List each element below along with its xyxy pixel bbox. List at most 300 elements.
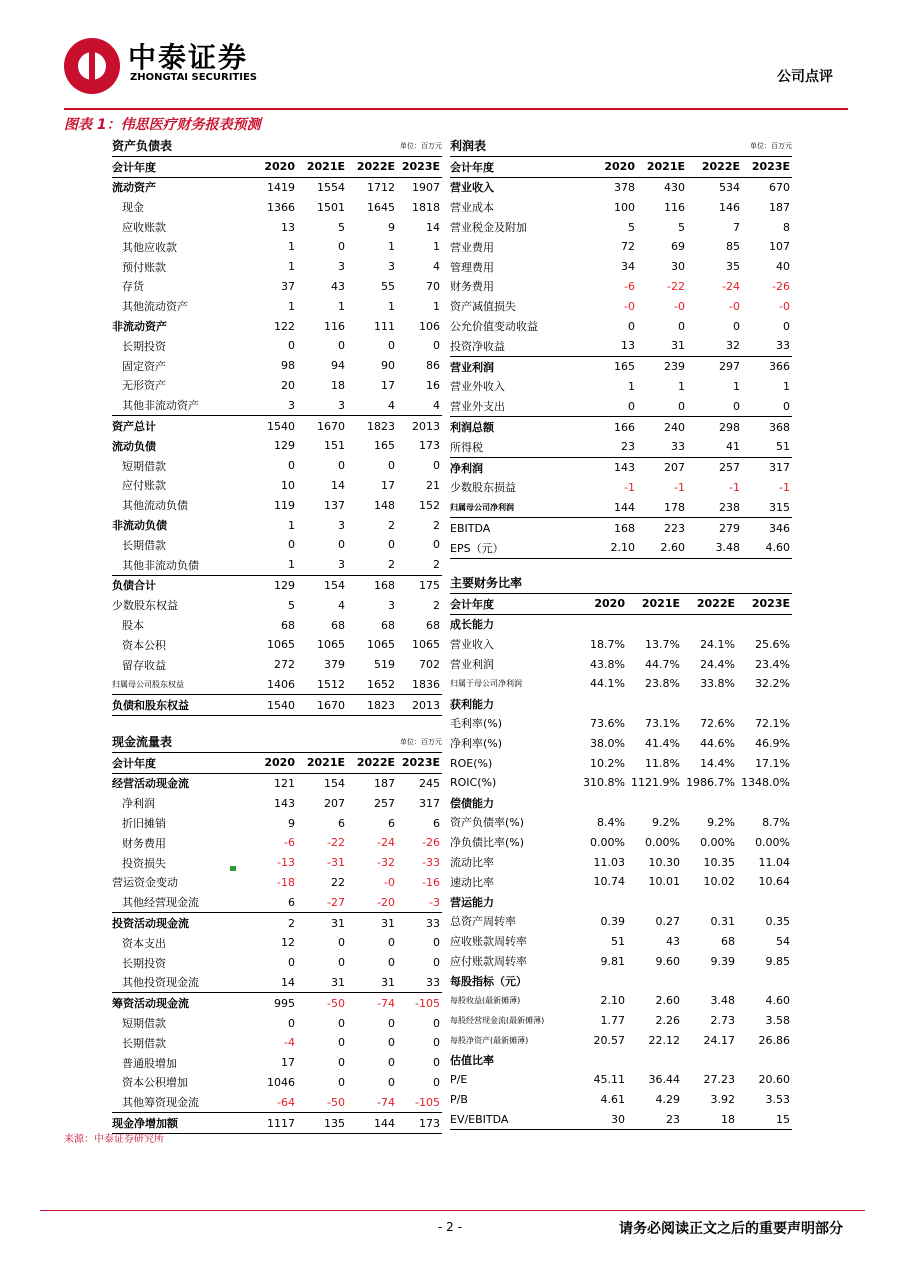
ratios-cell: 9.85: [765, 954, 791, 968]
ratios-cell: 45.11: [593, 1073, 625, 1087]
cashflow-cell: 17: [281, 1056, 295, 1070]
balance-cell: 少数股东权益: [112, 599, 178, 613]
ratios-cell: 44.1%: [590, 677, 625, 691]
balance-cell: 17: [381, 378, 396, 392]
income-cell: 34: [621, 260, 635, 274]
cashflow-cell: 143: [274, 796, 295, 810]
ratios-cell: [737, 971, 792, 991]
income-statement-table: [450, 136, 792, 559]
source-note: 来源：中泰证券研究所: [64, 1134, 164, 1145]
cashflow-cell: 31: [381, 975, 396, 989]
cashflow-row: [112, 873, 442, 893]
cashflow-header-cell: 2021E: [297, 752, 347, 773]
cashflow-cell: 0: [433, 956, 441, 970]
cashflow-cell: 0: [433, 1016, 441, 1030]
income-cell: -24: [722, 279, 741, 293]
income-row: [450, 417, 792, 437]
cashflow-cell: 187: [374, 776, 396, 790]
cashflow-cell: -20: [377, 895, 396, 909]
ratios-cell: 24.1%: [700, 637, 736, 651]
balance-cell: 1366: [267, 200, 295, 214]
income-cell: 少数股东损益: [450, 481, 516, 495]
cashflow-cell: 317: [419, 796, 441, 810]
income-cell: 营业收入: [450, 181, 494, 195]
balance-cell: 1836: [412, 677, 441, 691]
ratios-cell: 0.00%: [590, 835, 625, 849]
income-cell: 40: [776, 260, 791, 274]
income-cell: 534: [719, 180, 741, 194]
balance-cell: 2013: [397, 695, 442, 716]
ratios-row: [450, 634, 792, 654]
balance-row: [112, 257, 442, 277]
balance-row: [112, 456, 442, 476]
balance-cell: 0: [288, 538, 295, 552]
ratios-cell: 33.8%: [700, 677, 736, 691]
income-cell: 35: [726, 260, 741, 274]
cashflow-cell: 投资损失: [122, 856, 166, 870]
balance-row: [112, 356, 442, 376]
income-cell: 4.60: [742, 538, 792, 558]
page-number: - 2 -: [438, 1220, 462, 1234]
ratios-row: [450, 694, 792, 714]
disclaimer-notice: 请务必阅读正文之后的重要声明部分: [619, 1221, 843, 1237]
ratios-header-cell: 会计年度: [450, 593, 582, 614]
balance-cell: 1065: [267, 638, 295, 652]
zhongtai-logo-icon: [64, 38, 120, 94]
balance-cell: 1065: [367, 638, 396, 652]
income-cell: 72: [621, 240, 635, 254]
balance-cell: 173: [419, 439, 441, 453]
cashflow-cell: -4: [284, 1036, 295, 1050]
balance-cell: 固定资产: [122, 359, 166, 373]
income-cell: 178: [664, 500, 685, 514]
balance-row: [112, 595, 442, 615]
cashflow-row: [112, 892, 442, 912]
ratios-cell: 0.00%: [700, 835, 736, 849]
income-cell: 41: [726, 440, 741, 454]
ratios-cell: 1348.0%: [741, 776, 791, 790]
balance-cell: 1: [433, 299, 441, 313]
ratios-row: [450, 852, 792, 872]
cashflow-cell: 0: [433, 1036, 441, 1050]
balance-cell: 55: [381, 279, 396, 293]
income-cell: 33: [776, 339, 791, 353]
cashflow-cell: 0: [338, 1036, 345, 1050]
income-header-cell: 2023E: [742, 156, 792, 177]
income-cell: 670: [769, 180, 791, 194]
cashflow-cell: 14: [281, 975, 295, 989]
balance-cell: 94: [331, 359, 345, 373]
balance-cell: 1: [338, 299, 345, 313]
cashflow-cell: -32: [377, 856, 396, 870]
ratios-cell: 9.2%: [652, 815, 680, 829]
income-cell: 297: [687, 356, 742, 376]
income-cell: 298: [687, 417, 742, 437]
ratios-cell: [682, 614, 737, 634]
income-cell: EPS（元）: [450, 538, 582, 558]
ratios-cell: ROIC(%): [450, 776, 497, 790]
income-row: [450, 377, 792, 397]
balance-cell: 116: [324, 319, 345, 333]
income-cell: 利润总额: [450, 417, 582, 437]
balance-cell: 0: [338, 538, 345, 552]
cashflow-cell: -74: [347, 993, 397, 1013]
balance-cell: 1645: [367, 200, 396, 214]
ratios-cell: 310.8%: [583, 776, 625, 790]
ratios-title-row: [450, 573, 792, 593]
income-cell: 0: [783, 399, 791, 413]
cashflow-cell: 0: [388, 936, 396, 950]
balance-cell: 86: [426, 359, 441, 373]
income-cell: 368: [742, 417, 792, 437]
cashflow-cell: 折旧摊销: [122, 817, 166, 831]
ratios-cell: 2.60: [655, 994, 680, 1008]
income-row: [450, 437, 792, 457]
balance-cell: 其他非流动负债: [122, 558, 199, 572]
cashflow-row: [112, 813, 442, 833]
balance-cell: 13: [281, 220, 295, 234]
income-row: [450, 457, 792, 477]
income-cell: 所得税: [450, 440, 483, 454]
ratios-cell: 11.04: [758, 855, 791, 869]
cashflow-row: [112, 853, 442, 873]
income-row: [450, 336, 792, 356]
ratios-cell: 4.61: [600, 1093, 625, 1107]
balance-cell: 165: [374, 439, 396, 453]
header-rule: [64, 108, 848, 110]
cashflow-cell: 营运资金变动: [112, 876, 178, 890]
balance-cell: 98: [281, 359, 295, 373]
balance-cell: 1652: [367, 677, 396, 691]
income-header-cell: 2021E: [637, 156, 687, 177]
ratios-cell: [627, 793, 682, 813]
income-cell: 238: [719, 500, 741, 514]
balance-cell: 股本: [122, 619, 144, 633]
income-cell: 31: [671, 339, 685, 353]
balance-cell: 其他流动负债: [122, 499, 188, 513]
balance-row: [112, 177, 442, 197]
ratios-cell: 营运能力: [450, 895, 494, 909]
cashflow-cell: 其他经营现金流: [122, 896, 199, 910]
cashflow-cell: 0: [338, 1016, 345, 1030]
balance-cell: 非流动负债: [112, 519, 167, 533]
income-row: [450, 296, 792, 316]
ratios-cell: 10.74: [593, 875, 625, 889]
ratios-cell: 36.44: [648, 1073, 680, 1087]
cashflow-header-cell: 会计年度: [112, 752, 242, 773]
balance-row: [112, 197, 442, 217]
cashflow-cell: 0: [388, 956, 396, 970]
cashflow-cell: 其他投资现金流: [122, 976, 199, 990]
cashflow-cell: -24: [377, 836, 396, 850]
balance-cell: 14: [331, 478, 345, 492]
income-cell: 1: [783, 379, 791, 393]
income-cell: 营业费用: [450, 240, 494, 254]
cashflow-cell: -22: [327, 836, 345, 850]
balance-cell: 21: [426, 478, 441, 492]
balance-cell: 1501: [317, 200, 345, 214]
income-cell: 营业外收入: [450, 380, 505, 394]
income-cell: 5: [678, 220, 685, 234]
cashflow-cell: 33: [426, 975, 441, 989]
ratios-row: [450, 951, 792, 971]
ratios-cell: [682, 892, 737, 912]
balance-cell: 16: [426, 378, 441, 392]
income-cell: 0: [678, 399, 685, 413]
ratios-header-row: [450, 593, 792, 614]
balance-cell: 长期投资: [122, 339, 166, 353]
ratios-cell: [682, 971, 737, 991]
income-cell: 143: [582, 457, 637, 477]
income-cell: 0: [733, 319, 741, 333]
balance-cell: 0: [388, 538, 396, 552]
cashflow-cell: -13: [277, 856, 295, 870]
cashflow-row: [112, 993, 442, 1013]
ratios-cell: 净利率(%): [450, 737, 503, 751]
balance-cell: 2: [433, 518, 441, 532]
income-cell: 2.10: [582, 538, 637, 558]
cashflow-cell: -26: [422, 836, 441, 850]
balance-cell: 0: [288, 339, 295, 353]
balance-row: [112, 395, 442, 415]
cashflow-cell: 135: [297, 1113, 347, 1134]
balance-cell: 2: [433, 558, 441, 572]
income-cell: 107: [769, 240, 791, 254]
income-cell: -6: [624, 279, 635, 293]
balance-title: 资产负债表: [112, 139, 173, 154]
income-cell: 13: [621, 339, 635, 353]
cashflow-cell: 0: [433, 1075, 441, 1089]
cashflow-cell: 0: [433, 936, 441, 950]
ratios-cell: 每股净资产(最新摊薄): [450, 1035, 529, 1045]
ratios-row: [450, 813, 792, 833]
cashflow-title: 现金流量表: [112, 735, 173, 750]
cashflow-cell: 0: [433, 1056, 441, 1070]
ratios-cell: [627, 971, 682, 991]
balance-cell: 留存收益: [122, 658, 166, 672]
ratios-cell: 净负债比率(%): [450, 836, 525, 850]
balance-cell: 122: [274, 319, 295, 333]
balance-cell: 379: [324, 658, 345, 672]
balance-unit: 单位：百万元: [400, 141, 443, 150]
ratios-cell: 10.30: [648, 855, 680, 869]
balance-cell: 14: [426, 220, 441, 234]
balance-cell: 151: [324, 439, 345, 453]
income-row: [450, 217, 792, 237]
balance-cell: 20: [281, 378, 295, 392]
ratios-cell: 20.57: [593, 1033, 625, 1047]
ratios-cell: [582, 1050, 627, 1070]
income-cell: 营业成本: [450, 201, 494, 215]
income-cell: 0: [628, 399, 635, 413]
ratios-unit: [737, 573, 792, 593]
balance-title-row: [112, 136, 442, 156]
ratios-cell: [737, 614, 792, 634]
cashflow-cell: 33: [397, 913, 442, 933]
ratios-cell: ROE(%): [450, 756, 493, 770]
balance-cell: 3: [338, 558, 345, 572]
income-cell: 1: [628, 379, 635, 393]
income-cell: 营业外支出: [450, 400, 505, 414]
balance-cell: 归属母公司股东权益: [112, 679, 184, 689]
ratios-cell: 应收账款周转率: [450, 935, 527, 949]
ratios-row: [450, 931, 792, 951]
income-header-row: [450, 156, 792, 177]
ratios-cell: 9.39: [710, 954, 736, 968]
ratios-row: [450, 892, 792, 912]
ratios-header-cell: 2022E: [682, 593, 737, 614]
ratios-row: [450, 1050, 792, 1070]
balance-cell: 70: [426, 279, 441, 293]
balance-cell: 1818: [412, 200, 441, 214]
balance-cell: 1: [288, 299, 295, 313]
balance-cell: 0: [433, 339, 441, 353]
ratios-row: [450, 753, 792, 773]
ratios-cell: [627, 892, 682, 912]
income-title: 利润表: [450, 139, 487, 154]
ratios-row: [450, 793, 792, 813]
cashflow-cell: 9: [288, 816, 295, 830]
balance-cell: 68: [381, 618, 396, 632]
ratios-header-cell: 2020: [582, 593, 627, 614]
cashflow-cell: -105: [415, 1095, 441, 1109]
ratios-cell: 22.12: [648, 1033, 680, 1047]
cashflow-cell: 投资活动现金流: [112, 913, 242, 933]
ratios-row: [450, 1090, 792, 1110]
ratios-cell: 25.6%: [755, 637, 791, 651]
income-cell: 279: [687, 518, 742, 538]
ratios-cell: 营业利润: [450, 658, 494, 672]
ratios-cell: 4.29: [655, 1093, 680, 1107]
ratios-row: [450, 714, 792, 734]
ratios-row: [450, 773, 792, 793]
cashflow-cell: -0: [384, 875, 396, 889]
cashflow-cell: 144: [347, 1113, 397, 1134]
income-cell: 0: [783, 319, 791, 333]
ratios-row: [450, 832, 792, 852]
ratios-cell: P/E: [450, 1073, 468, 1087]
income-cell: 240: [637, 417, 687, 437]
ratios-row: [450, 1110, 792, 1130]
income-cell: 366: [742, 356, 792, 376]
report-type: 公司点评: [777, 69, 833, 85]
balance-cell: 1419: [267, 180, 295, 194]
cashflow-cell: 0: [338, 1056, 345, 1070]
cashflow-cell: -33: [422, 856, 441, 870]
ratios-cell: [737, 1050, 792, 1070]
income-cell: -26: [772, 279, 791, 293]
balance-cell: 1: [433, 240, 441, 254]
brand-name-en: ZHONGTAI SECURITIES: [130, 72, 257, 83]
income-cell: 0: [678, 319, 685, 333]
income-cell: 23: [621, 440, 635, 454]
ratios-cell: 72.1%: [755, 716, 791, 730]
cashflow-cell: 6: [433, 816, 441, 830]
income-cell: 投资净收益: [450, 339, 505, 353]
ratios-cell: 1.77: [600, 1013, 625, 1027]
balance-cell: 68: [426, 618, 441, 632]
income-cell: -1: [624, 480, 635, 494]
balance-row: [112, 555, 442, 575]
cashflow-cell: 207: [324, 796, 345, 810]
balance-cell: 存货: [122, 280, 144, 294]
balance-cell: 长期借款: [122, 538, 166, 552]
cashflow-cell: 净利润: [122, 797, 155, 811]
income-cell: 346: [742, 518, 792, 538]
balance-cell: 152: [419, 498, 441, 512]
balance-cell: 5: [288, 598, 295, 612]
income-cell: 1: [678, 379, 685, 393]
cashflow-cell: 31: [297, 913, 347, 933]
cashflow-cell: 财务费用: [122, 836, 166, 850]
cashflow-cell: 154: [324, 776, 345, 790]
income-cell: 165: [582, 356, 637, 376]
balance-cell: 2: [388, 518, 396, 532]
ratios-cell: 0.39: [600, 914, 625, 928]
ratios-cell: 0.00%: [645, 835, 680, 849]
balance-sheet-table: [112, 136, 442, 716]
ratios-cell: [627, 694, 682, 714]
ratios-cell: 23.4%: [755, 657, 791, 671]
income-row: [450, 257, 792, 277]
cashflow-cell: 0: [338, 956, 345, 970]
ratios-cell: 11.03: [593, 855, 625, 869]
ratios-cell: [627, 1050, 682, 1070]
balance-row: [112, 695, 442, 716]
income-cell: 100: [614, 200, 635, 214]
balance-cell: 119: [274, 498, 295, 512]
cashflow-cell: -31: [327, 856, 345, 870]
ratios-cell: 9.2%: [707, 815, 736, 829]
ratios-cell: [737, 892, 792, 912]
ratios-cell: 归属于母公司净利润: [450, 679, 522, 689]
cashflow-cell: 1046: [267, 1075, 295, 1089]
ratios-cell: 4.60: [765, 994, 791, 1008]
balance-cell: 1: [388, 299, 396, 313]
balance-cell: 1: [288, 558, 295, 572]
balance-cell: 1065: [412, 638, 441, 652]
cashflow-cell: 长期借款: [122, 1036, 166, 1050]
income-cell: 归属母公司净利润: [450, 502, 514, 512]
ratios-cell: 30: [582, 1110, 627, 1130]
balance-cell: 应付账款: [122, 479, 166, 493]
ratios-cell: 1986.7%: [686, 776, 736, 790]
income-row: [450, 538, 792, 558]
income-cell: 财务费用: [450, 280, 494, 294]
balance-cell: 其他流动资产: [122, 300, 188, 314]
ratios-row: [450, 1070, 792, 1090]
balance-cell: 1406: [267, 677, 295, 691]
balance-cell: 3: [288, 398, 295, 412]
ratios-cell: [737, 694, 792, 714]
income-cell: -0: [729, 299, 741, 313]
balance-cell: 1670: [297, 695, 347, 716]
ratios-cell: P/B: [450, 1093, 468, 1107]
cashflow-cell: 经营活动现金流: [112, 777, 189, 791]
ratios-row: [450, 1030, 792, 1050]
cashflow-cell: 12: [281, 936, 295, 950]
cashflow-cell: 资本支出: [122, 936, 166, 950]
cashflow-cell: 普通股增加: [122, 1056, 177, 1070]
income-header-cell: 2022E: [687, 156, 742, 177]
income-unit: 单位：百万元: [750, 141, 793, 150]
income-cell: 2.60: [637, 538, 687, 558]
income-cell: 管理费用: [450, 260, 494, 274]
ratios-cell: 2.10: [600, 994, 625, 1008]
cashflow-cell: 31: [331, 975, 345, 989]
balance-header-cell: 会计年度: [112, 156, 242, 177]
income-cell: 33: [671, 440, 685, 454]
